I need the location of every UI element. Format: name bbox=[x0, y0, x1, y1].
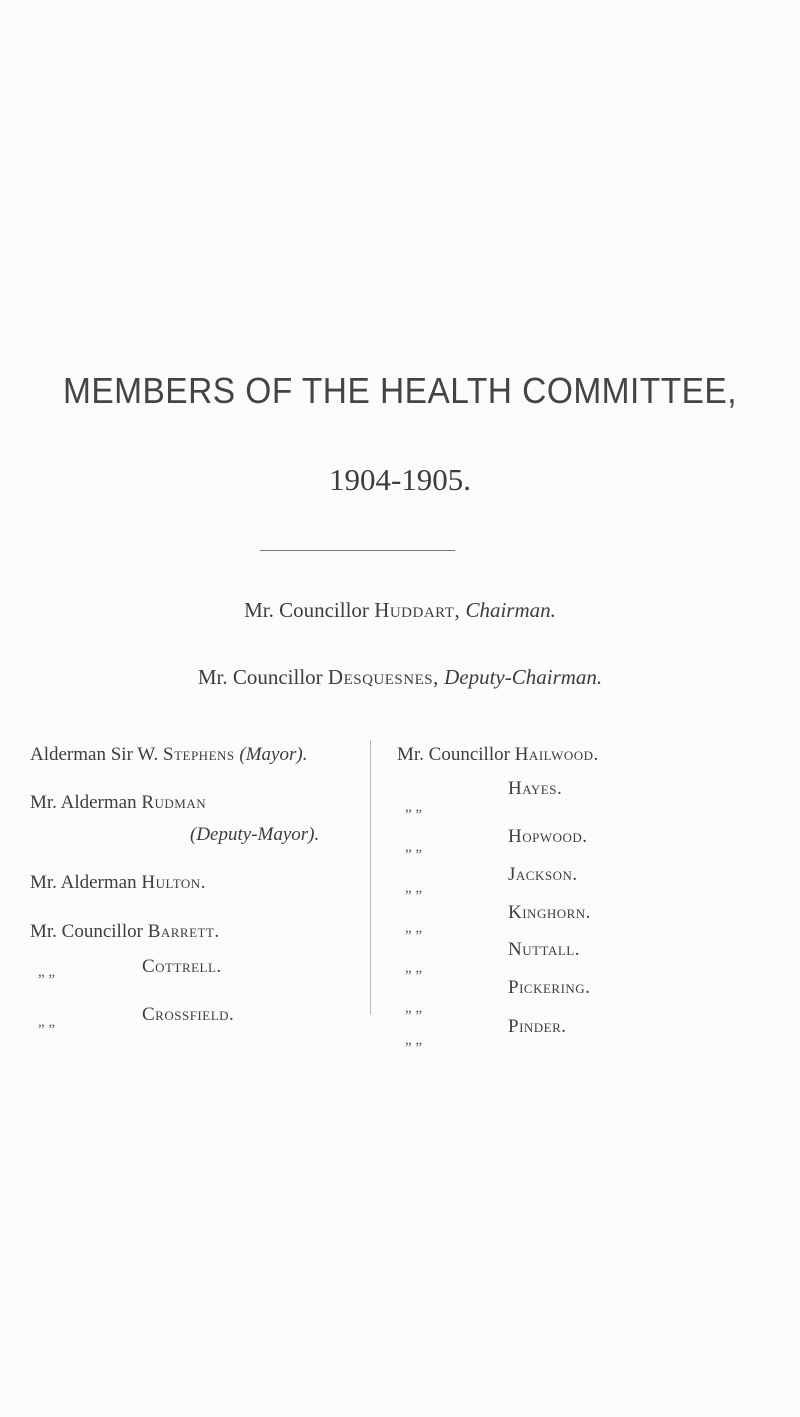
member-rudman bbox=[30, 792, 206, 814]
member-jackson-name: Jackson. bbox=[508, 864, 578, 885]
page-title: MEMBERS OF THE HEALTH COMMITTEE, bbox=[63, 370, 737, 411]
column-divider bbox=[370, 740, 371, 1015]
member-hulton-name: Hulton. bbox=[141, 872, 206, 893]
ditto-marks: „ „ bbox=[405, 880, 423, 896]
deputy-chairman-line bbox=[0, 665, 800, 690]
chairman-name: Huddart, bbox=[374, 598, 461, 622]
member-barrett-prefix: Mr. Councillor bbox=[30, 921, 143, 942]
member-pinder-name: Pinder. bbox=[508, 1016, 567, 1037]
ditto-marks: „ „ bbox=[38, 1014, 56, 1030]
member-hailwood-prefix: Mr. Councillor bbox=[397, 744, 510, 765]
member-hailwood-name: Hailwood. bbox=[514, 744, 599, 765]
chairman-prefix: Mr. Councillor bbox=[244, 598, 369, 622]
member-hulton bbox=[30, 872, 206, 894]
ditto-marks: „ „ bbox=[405, 920, 423, 936]
member-hopwood-name: Hopwood. bbox=[508, 826, 588, 847]
divider-rule bbox=[260, 550, 455, 551]
deputy-chairman-prefix: Mr. Councillor bbox=[197, 665, 323, 689]
member-cottrell-name: Cottrell. bbox=[142, 956, 222, 977]
member-barrett bbox=[30, 921, 220, 943]
member-stephens-prefix: Alderman Sir W. bbox=[30, 744, 159, 765]
member-hayes-name: Hayes. bbox=[508, 778, 563, 799]
member-hulton-prefix: Mr. Alderman bbox=[30, 872, 137, 893]
chairman-role: Chairman. bbox=[465, 598, 556, 622]
member-rudman-name: Rudman bbox=[141, 792, 207, 813]
member-stephens bbox=[30, 744, 307, 766]
ditto-marks: „ „ bbox=[405, 839, 423, 855]
ditto-marks: „ „ bbox=[405, 1000, 423, 1016]
member-stephens-name: Stephens bbox=[163, 744, 235, 765]
chairman-line bbox=[0, 598, 800, 623]
member-barrett-name: Barrett. bbox=[147, 921, 220, 942]
member-rudman-role: (Deputy-Mayor). bbox=[190, 824, 320, 845]
member-hailwood bbox=[397, 744, 599, 766]
ditto-marks: „ „ bbox=[405, 960, 423, 976]
member-pickering-name: Pickering. bbox=[508, 977, 591, 998]
member-stephens-role: (Mayor). bbox=[239, 744, 308, 765]
member-crossfield-name: Crossfield. bbox=[142, 1004, 235, 1025]
deputy-chairman-name: Desquesnes, bbox=[327, 665, 439, 689]
member-rudman-prefix: Mr. Alderman bbox=[30, 792, 137, 813]
ditto-marks: „ „ bbox=[405, 1032, 423, 1048]
committee-years: 1904-1905. bbox=[328, 462, 472, 497]
member-kinghorn-name: Kinghorn. bbox=[508, 902, 591, 923]
member-nuttall-name: Nuttall. bbox=[508, 939, 580, 960]
deputy-chairman-role: Deputy-Chairman. bbox=[444, 665, 603, 689]
ditto-marks: „ „ bbox=[38, 964, 56, 980]
ditto-marks: „ „ bbox=[405, 799, 423, 815]
